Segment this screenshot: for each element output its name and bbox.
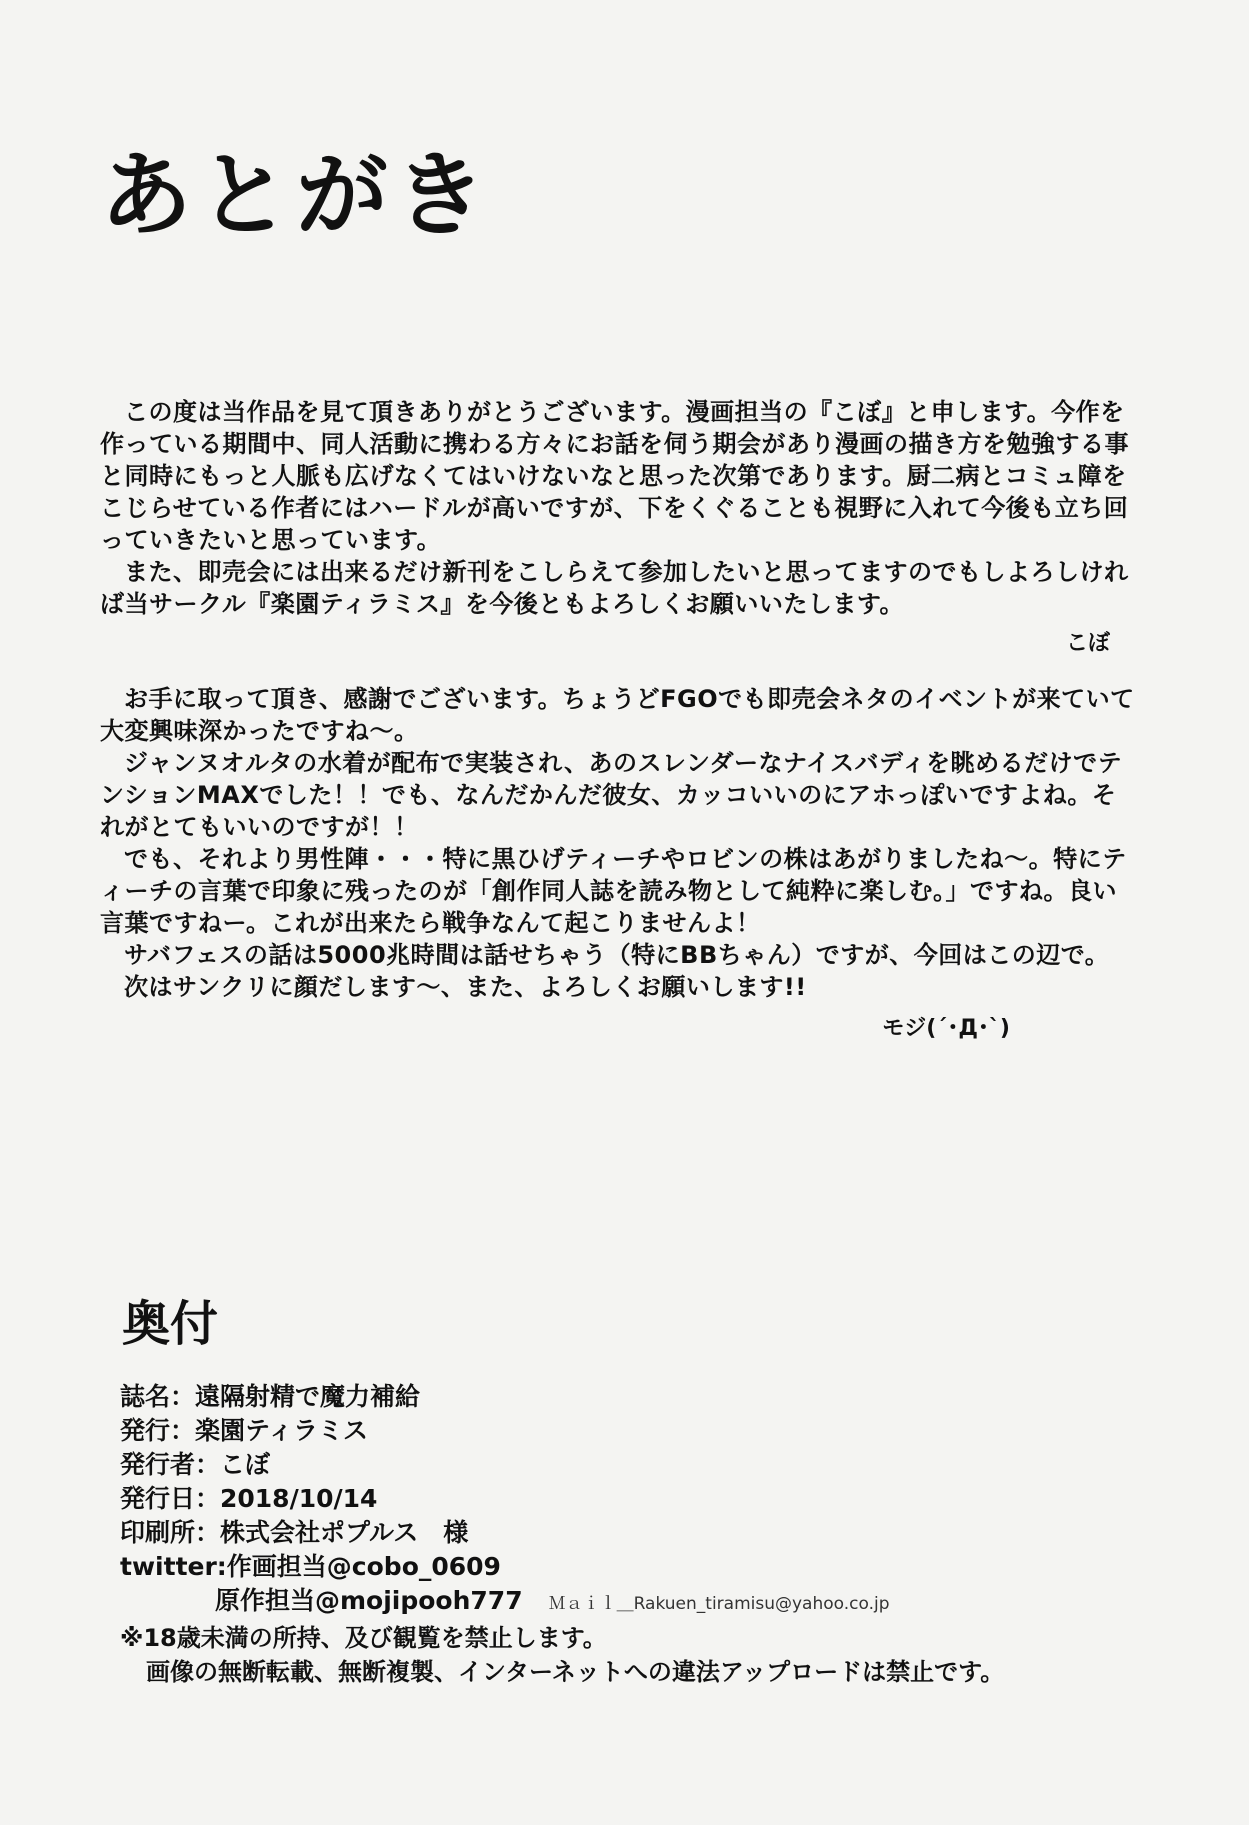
kobo-afterword <box>100 396 1140 657</box>
colophon-line-issuer: 発行者：こぼ <box>120 1450 271 1479</box>
colophon-block <box>120 1380 890 1621</box>
mail-address: Ｍａｉｌ＿Rakuen_tiramisu@yahoo.co.jp <box>548 1594 890 1614</box>
colophon-line-twitter-2 <box>120 1584 890 1621</box>
afterword-title: あとがき <box>100 142 493 249</box>
colophon-line-title: 誌名：遠隔射精で魔力補給 <box>120 1382 421 1411</box>
moji-paragraph: でも、それより男性陣・・・特に黒ひげティーチやロビンの株はあがりましたね～。特にティーチの言葉で印象に残ったのが「創作同人誌を読み物として純粋に楽しむ。」ですね。良い言葉ですねー。これが出来たら戦争なんて起こりませんよ！ <box>100 845 1127 937</box>
moji-paragraph: お手に取って頂き、感謝でございます。ちょうどFGOでも即売会ネタのイベントが来ていて大変興味深かったですね～。 <box>100 685 1135 745</box>
colophon-line-twitter: twitter:作画担当@cobo_0609 <box>120 1552 501 1581</box>
copyright-notice: 画像の無断転載、無断複製、インターネットへの違法アップロードは禁止です。 <box>146 1658 1005 1686</box>
kobo-paragraph: この度は当作品を見て頂きありがとうございます。漫画担当の『こぼ』と申します。今作を作っている期間中、同人活動に携わる方々にお話を伺う期会があり漫画の描き方を勉強する事と同時にもっと人脈も広げなくてはいけないなと思った次第であります。厨二病とコミュ障をこじらせている作者にはハードルが高いですが、下をくぐることも視野に入れて今後も立ち回っていきたいと思っています。 <box>100 398 1129 554</box>
twitter-author: 原作担当@mojipooh777 <box>215 1586 523 1615</box>
kobo-signature: こぼ <box>1065 631 1110 656</box>
moji-afterword <box>100 683 1140 1042</box>
moji-paragraph: サバフェスの話は5000兆時間は話せちゃう（特にBBちゃん）ですが、今回はこの辺で。 <box>124 941 1110 969</box>
moji-paragraph: 次はサンクリに顔だします～、また、よろしくお願いします!! <box>124 973 807 1001</box>
kobo-paragraph: また、即売会には出来るだけ新刊をこしらえて参加したいと思ってますのでもしよろしければ当サークル『楽園ティラミス』を今後ともよろしくお願いいたします。 <box>100 558 1129 618</box>
colophon-title: 奥付 <box>122 1296 219 1352</box>
age-notice: ※18歳未満の所持、及び観覧を禁止します。 <box>120 1624 607 1652</box>
colophon-line-date: 発行日：2018/10/14 <box>120 1484 378 1513</box>
colophon-line-publisher: 発行：楽園ティラミス <box>120 1416 369 1445</box>
notices <box>120 1621 1004 1689</box>
colophon-line-printer: 印刷所：株式会社ポプルス 様 <box>120 1518 469 1547</box>
moji-signature: モジ(´･Д･`) <box>882 1016 1010 1041</box>
moji-paragraph: ジャンヌオルタの水着が配布で実装され、あのスレンダーなナイスバディを眺めるだけでテンションMAXでした！！でも、なんだかんだ彼女、カッコいいのにアホっぽいですよね。それがとてもいいのですが！！ <box>100 749 1123 841</box>
